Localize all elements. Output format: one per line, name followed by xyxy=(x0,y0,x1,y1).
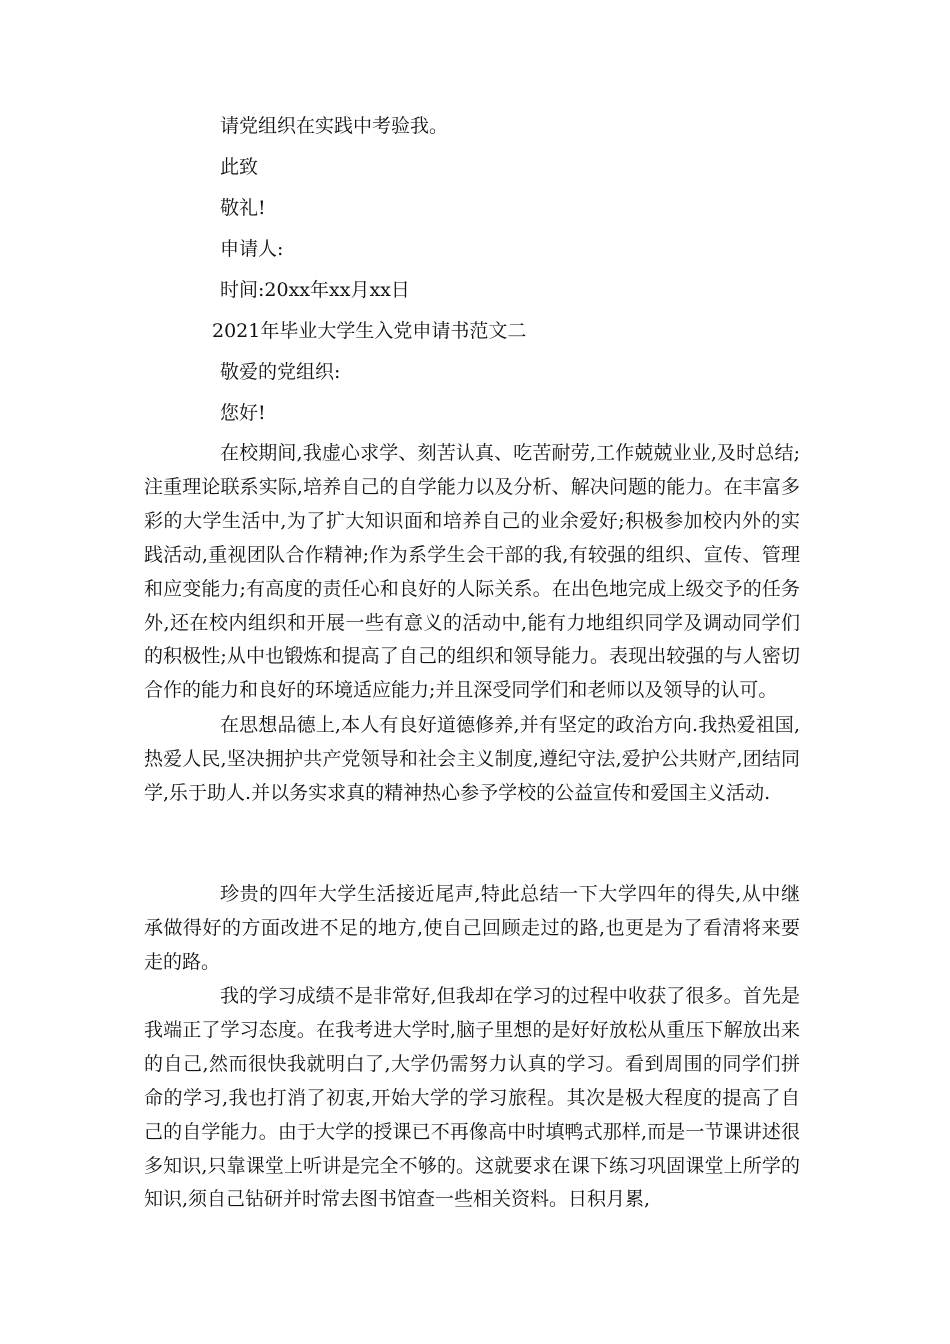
hello-line: 您好! xyxy=(220,402,266,424)
paragraph-campus-performance: 在校期间,我虚心求学、刻苦认真、吃苦耐劳,工作兢兢业业,及时总结;注重理论联系实际,培养自己的自学能力以及分析、解决问题的能力。在丰富多彩的大学生活中,为了扩大知识面和培养自己的业余爱好;积极参加校内外的实践活动,重视团队合作精神;作为系学生会干部的我,有较强的组织、宣传、管理和应变能力;有高度的责任心和良好的人际关系。在出色地完成上级交予的任务外,还在校内组织和开展一些有意义的活动中,能有力地组织同学及调动同学们的积极性;从中也锻炼和提高了自己的组织和领导能力。表现出较强的与人密切合作的能力和良好的环境适应能力;并且深受同学们和老师以及领导的认可。 xyxy=(144,442,800,702)
section-title: 2021年毕业大学生入党申请书范文二 xyxy=(212,320,527,342)
applicant-label: 申请人: xyxy=(220,238,284,260)
greeting-line: 敬爱的党组织: xyxy=(220,361,341,383)
date-line: 时间:20xx年xx月xx日 xyxy=(220,279,410,301)
respect-line: 敬礼! xyxy=(220,197,266,219)
salutation-close-line: 此致 xyxy=(220,156,259,178)
test-request-line: 请党组织在实践中考验我。 xyxy=(220,115,449,137)
paragraph-moral-character: 在思想品德上,本人有良好道德修养,并有坚定的政治方向.我热爱祖国,热爱人民,坚决拥护共产党领导和社会主义制度,遵纪守法,爱护公共财产,团结同学,乐于助人.并以务实求真的精神热心参予学校的公益宣传和爱国主义活动. xyxy=(144,714,800,804)
paragraph-four-years-summary: 珍贵的四年大学生活接近尾声,特此总结一下大学四年的得失,从中继承做得好的方面改进不足的地方,使自己回顾走过的路,也更是为了看清将来要走的路。 xyxy=(144,883,800,973)
paragraph-study-results: 我的学习成绩不是非常好,但我却在学习的过程中收获了很多。首先是我端正了学习态度。在我考进大学时,脑子里想的是好好放松从重压下解放出来的自己,然而很快我就明白了,大学仍需努力认真的学习。看到周围的同学们拼命的学习,我也打消了初衷,开始大学的学习旅程。其次是极大程度的提高了自己的自学能力。由于大学的授课已不再像高中时填鸭式那样,而是一节课讲述很多知识,只靠课堂上听讲是完全不够的。这就要求在课下练习巩固课堂上所学的知识,须自己钻研并时常去图书馆查一些相关资料。日积月累, xyxy=(144,985,800,1211)
